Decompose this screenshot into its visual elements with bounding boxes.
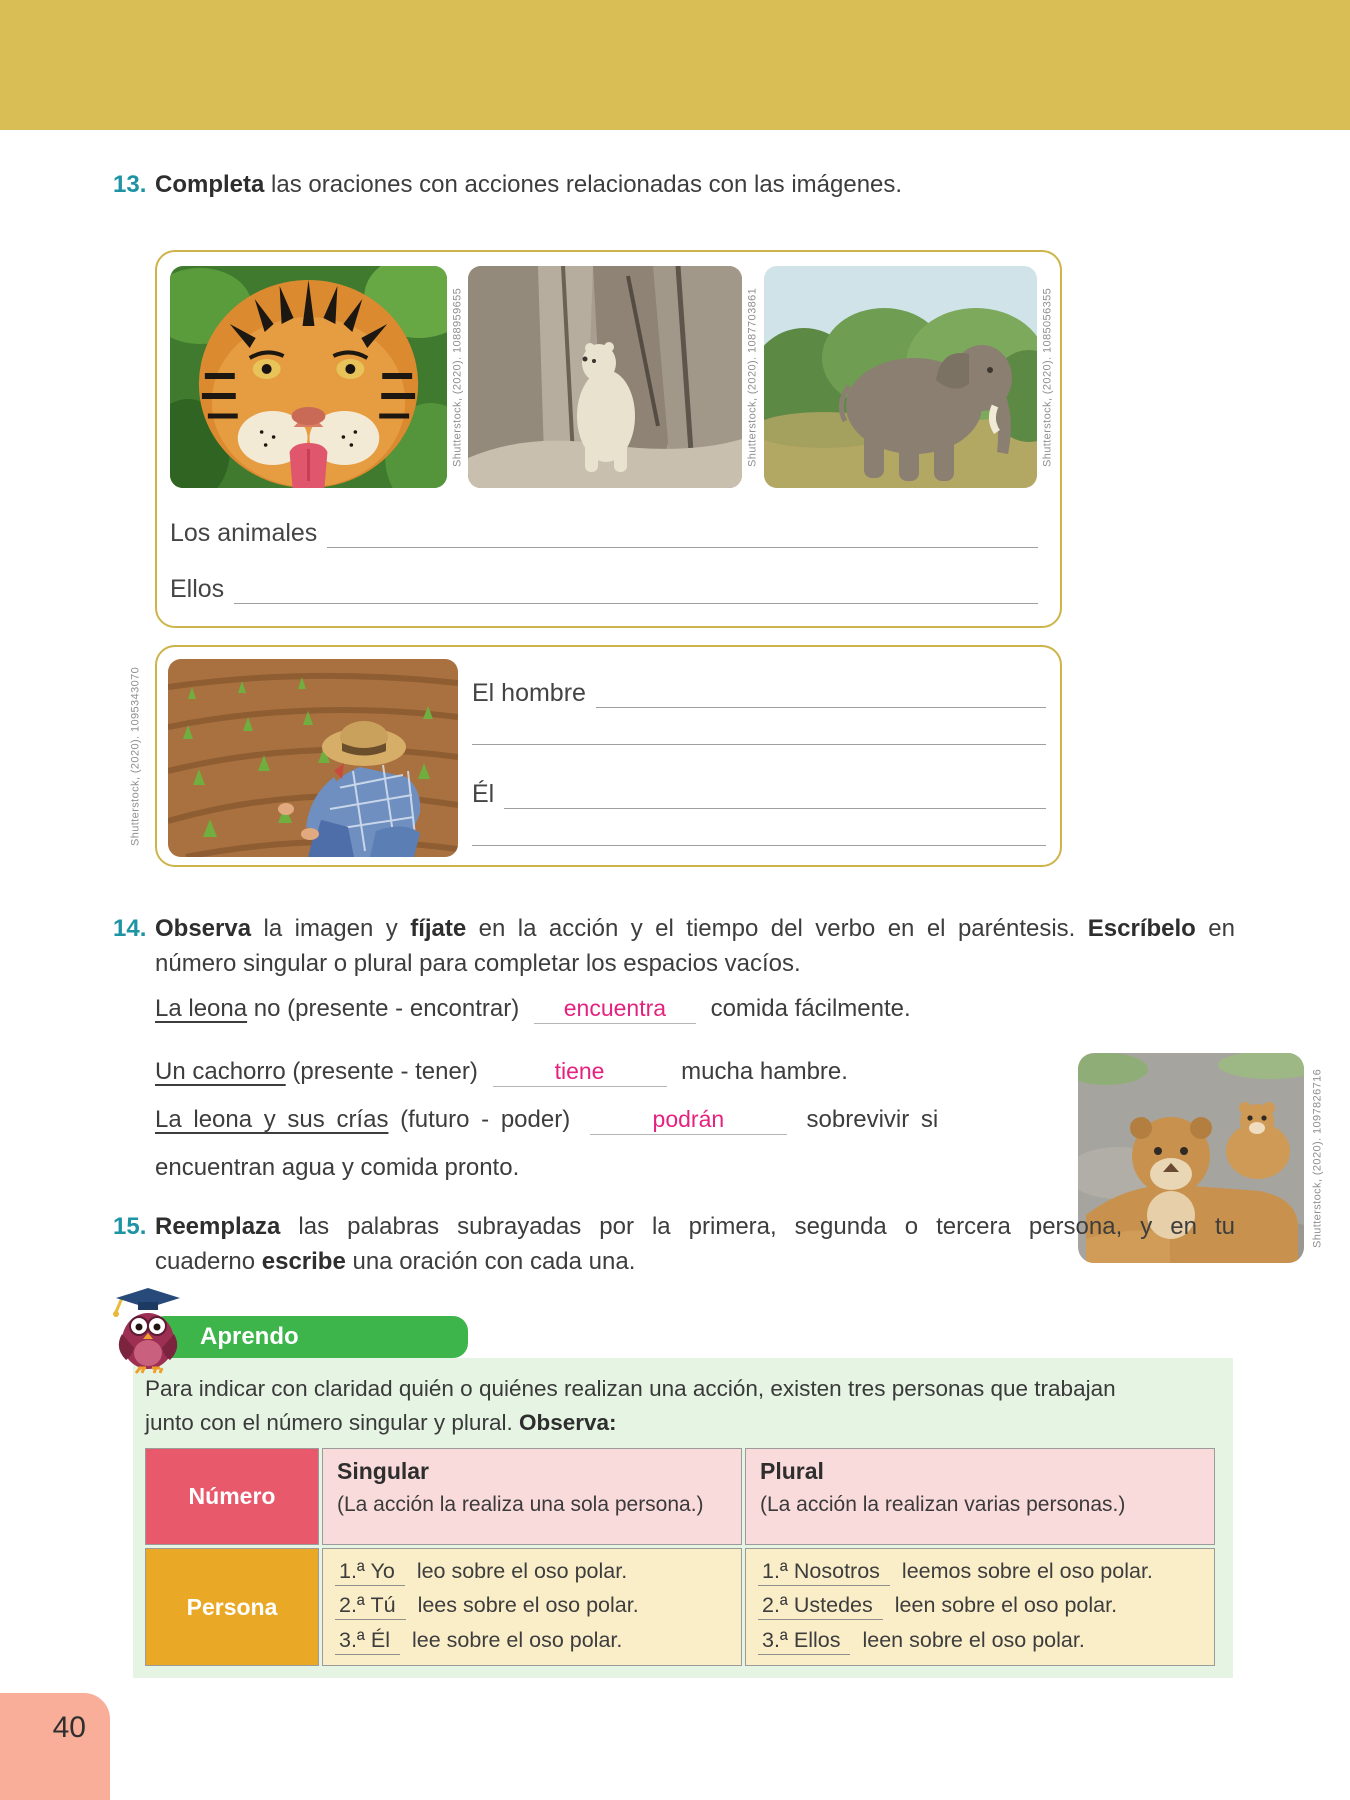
pronoun-slot xyxy=(758,1593,883,1620)
ex14-bold-observa: Observa xyxy=(155,915,252,942)
verb-blank-encontrar[interactable] xyxy=(534,995,696,1024)
blank-rule-el[interactable] xyxy=(504,783,1046,809)
prompt-los-animales: Los animales xyxy=(170,519,318,547)
exercise-15-instruction-line1 xyxy=(155,1210,1235,1245)
tiger-illustration xyxy=(170,266,447,488)
plural-subtitle: (La acción la realizan varias personas.) xyxy=(760,1493,1126,1516)
pronoun: Nosotros xyxy=(793,1558,880,1583)
exercise-13-heading xyxy=(113,168,1235,203)
exercise-14-heading xyxy=(113,912,1235,982)
ex15-seg4: una oración con cada una. xyxy=(345,1247,636,1275)
lioness-photo-credit: Shutterstock, (2020). 1097826716 xyxy=(1311,1068,1324,1248)
page-number: 40 xyxy=(52,1711,86,1744)
singular-row-3 xyxy=(335,1628,729,1655)
pronoun-slot xyxy=(758,1628,850,1655)
answer-line-los-animales xyxy=(170,514,1038,548)
polar-bear-illustration xyxy=(468,266,742,488)
prompt-ellos: Ellos xyxy=(170,575,225,603)
elephant-photo-credit: Shutterstock, (2020). 1085056355 xyxy=(1041,287,1054,467)
pronoun: Ellos xyxy=(793,1628,841,1653)
prompt-el: Él xyxy=(472,780,495,808)
exercise-13-animals-box xyxy=(155,250,1062,628)
sentence-la-leona xyxy=(155,995,911,1024)
blank-rule-el-2[interactable] xyxy=(472,844,1046,846)
exercise-13-verb: Completa xyxy=(155,171,265,198)
pronoun: Él xyxy=(370,1628,390,1653)
answer-encuentra: encuentra xyxy=(563,995,667,1021)
singular-row-2 xyxy=(335,1593,729,1620)
answer-tiene: tiene xyxy=(554,1058,605,1084)
exercise-15-number: 15. xyxy=(113,1213,147,1240)
elephant-photo xyxy=(764,266,1037,488)
example-phrase: leemos sobre el oso polar. xyxy=(901,1558,1153,1583)
exercise-15-heading xyxy=(113,1210,1235,1280)
answer-line-el-hombre xyxy=(472,674,1046,708)
exercise-13-farmer-box xyxy=(155,645,1062,867)
sentence-mid: (presente - tener) xyxy=(285,1058,478,1085)
pronoun: Ustedes xyxy=(793,1593,873,1618)
farmer-illustration xyxy=(168,659,458,857)
farmer-photo-credit: Shutterstock, (2020). 1095343070 xyxy=(129,666,142,846)
sentence-la-leona-y-sus-crias xyxy=(155,1106,938,1135)
ordinal: 3.ª xyxy=(762,1628,788,1653)
table-header-plural xyxy=(745,1448,1215,1545)
exercise-13-instruction xyxy=(155,168,1235,203)
table-cell-singular-examples xyxy=(322,1548,742,1666)
table-cell-plural-examples xyxy=(745,1548,1215,1666)
pronoun: Yo xyxy=(370,1558,395,1583)
sentence-mid: no (presente - encontrar) xyxy=(247,995,520,1022)
owl-icon xyxy=(108,1286,188,1374)
table-header-singular xyxy=(322,1448,742,1545)
tiger-photo-credit: Shutterstock, (2020). 1088959655 xyxy=(451,287,464,467)
sentence-tail: mucha hambre. xyxy=(681,1058,848,1085)
example-phrase: leen sobre el oso polar. xyxy=(894,1593,1118,1618)
plural-title: Plural xyxy=(760,1458,824,1484)
exercise-13-instruction-rest: las oraciones con acciones relacionadas con las imágenes. xyxy=(264,171,903,198)
table-header-persona: Persona xyxy=(145,1548,319,1666)
ex15-seg2: las palabras subrayadas por la primera, segunda o tercera persona, y en tu xyxy=(280,1213,1235,1240)
top-banner xyxy=(0,0,1350,130)
aprendo-paragraph xyxy=(145,1372,1223,1440)
verb-blank-poder[interactable] xyxy=(590,1106,787,1135)
sentence-continuation: encuentran agua y comida pronto. xyxy=(155,1154,520,1181)
blank-rule-ellos[interactable] xyxy=(234,578,1038,604)
farmer-photo xyxy=(168,659,458,857)
pronoun: Tú xyxy=(370,1593,396,1618)
ordinal: 3.ª xyxy=(339,1628,365,1653)
pronoun-slot xyxy=(335,1593,406,1620)
ordinal: 1.ª xyxy=(762,1558,788,1583)
aprendo-line2-text: junto con el número singular y plural. xyxy=(145,1410,519,1436)
grammar-table xyxy=(145,1448,1215,1666)
answer-line-el xyxy=(472,775,1046,809)
aprendo-tab xyxy=(150,1316,468,1358)
aprendo-paragraph-line2 xyxy=(145,1406,1223,1440)
example-phrase: lees sobre el oso polar. xyxy=(417,1593,639,1618)
ex14-seg2: la imagen y xyxy=(251,915,411,942)
example-phrase: lee sobre el oso polar. xyxy=(412,1628,623,1653)
exercise-14-instruction-line2: número singular o plural para completar los espacios vacíos. xyxy=(155,949,801,977)
exercise-14-instruction-line1 xyxy=(155,912,1235,947)
tiger-photo xyxy=(170,266,447,488)
ordinal: 2.ª xyxy=(762,1593,788,1618)
plural-row-2 xyxy=(758,1593,1202,1620)
owl-mascot xyxy=(108,1286,188,1374)
plural-row-3 xyxy=(758,1628,1202,1655)
table-header-numero: Número xyxy=(145,1448,319,1545)
polar-bear-photo-credit: Shutterstock, (2020). 1087703861 xyxy=(746,287,759,467)
ex15-bold-reemplaza: Reemplaza xyxy=(155,1213,281,1240)
aprendo-observa-bold: Observa: xyxy=(518,1410,617,1436)
aprendo-panel xyxy=(133,1358,1233,1678)
blank-rule-los-animales[interactable] xyxy=(327,522,1038,548)
sentence-tail: comida fácilmente. xyxy=(710,995,911,1022)
page-number-tab xyxy=(0,1693,110,1800)
exercise-13-number: 13. xyxy=(113,171,147,198)
pronoun-slot xyxy=(335,1559,405,1586)
verb-blank-tener[interactable] xyxy=(493,1058,667,1087)
blank-rule-el-hombre[interactable] xyxy=(596,682,1046,708)
blank-rule-el-hombre-2[interactable] xyxy=(472,743,1046,745)
singular-subtitle: (La acción la realiza una sola persona.) xyxy=(337,1493,704,1516)
aprendo-paragraph-line1: Para indicar con claridad quién o quiénes realizan una acción, existen tres personas que trabajan xyxy=(145,1376,1116,1401)
ordinal: 2.ª xyxy=(339,1593,365,1618)
pronoun-slot xyxy=(758,1559,890,1586)
polar-bear-photo xyxy=(468,266,742,488)
answer-line-ellos xyxy=(170,570,1038,604)
sentence-mid: (futuro - poder) xyxy=(388,1106,571,1133)
ex14-seg4: en la acción y el tiempo del verbo en el paréntesis. xyxy=(466,915,1088,942)
plural-row-1 xyxy=(758,1559,1202,1586)
ex15-bold-escribe: escribe xyxy=(261,1247,346,1275)
underlined-subject: Un cachorro xyxy=(155,1058,286,1085)
singular-title: Singular xyxy=(337,1458,430,1484)
sentence-un-cachorro xyxy=(155,1058,848,1087)
exercise-14-instruction xyxy=(155,912,1235,982)
sentence-tail: sobrevivir si xyxy=(806,1106,939,1133)
elephant-illustration xyxy=(764,266,1037,488)
example-phrase: leo sobre el oso polar. xyxy=(416,1558,628,1583)
exercise-14-number: 14. xyxy=(113,915,147,942)
ordinal: 1.ª xyxy=(339,1558,365,1583)
underlined-subject: La leona y sus crías xyxy=(155,1106,389,1133)
pronoun-slot xyxy=(335,1628,400,1655)
ex14-bold-escribelo: Escríbelo xyxy=(1087,915,1196,942)
example-phrase: leen sobre el oso polar. xyxy=(862,1628,1085,1653)
ex14-bold-fijate: fíjate xyxy=(410,915,467,942)
exercise-15-instruction-line2 xyxy=(155,1245,1235,1280)
ex15-line2-pre: cuaderno xyxy=(155,1247,262,1275)
prompt-el-hombre: El hombre xyxy=(472,679,586,707)
underlined-subject: La leona xyxy=(155,995,248,1022)
singular-row-1 xyxy=(335,1559,729,1586)
ex14-seg6: en xyxy=(1195,915,1235,942)
exercise-15-instruction xyxy=(155,1210,1235,1280)
answer-podran: podrán xyxy=(652,1106,725,1132)
aprendo-title: Aprendo xyxy=(200,1323,299,1350)
